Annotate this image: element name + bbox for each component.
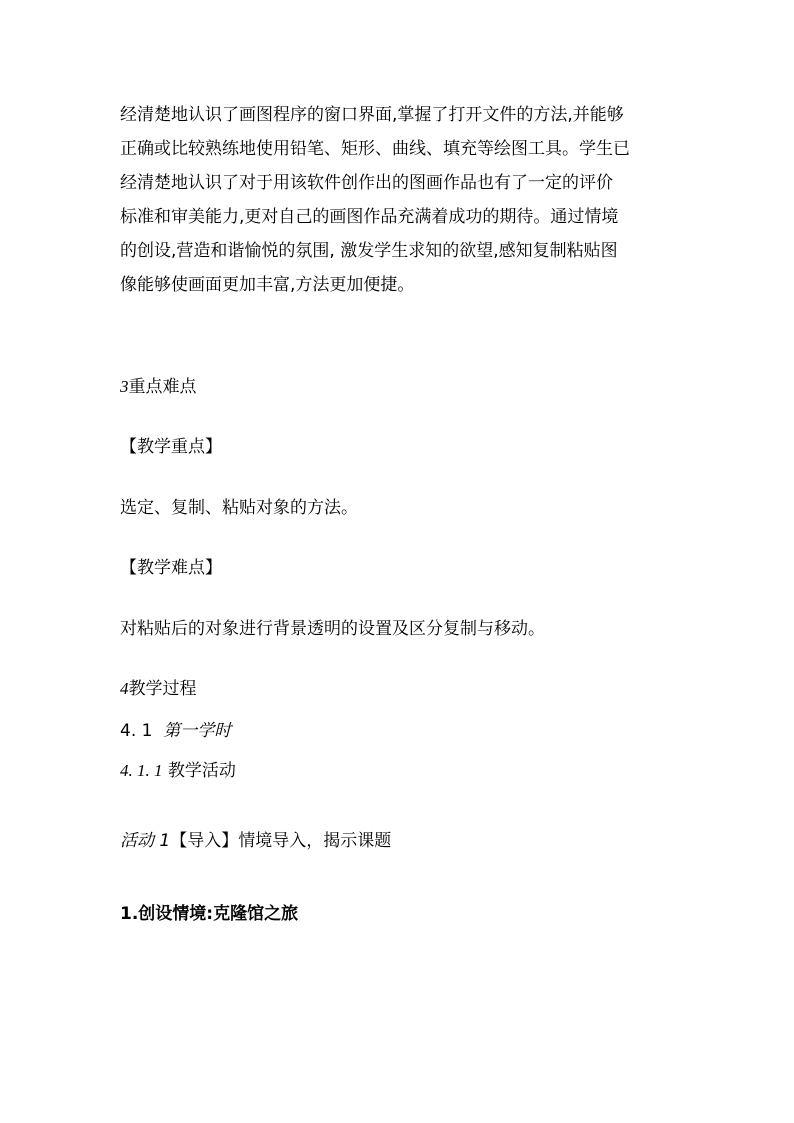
section-3-number: 3 [120,377,129,396]
section-4-1-number: 4. 1 [120,721,153,741]
item-1-heading: 1.创设情境:克隆馆之旅 [120,904,299,924]
section-4-number: 4 [120,679,129,698]
activity-1-title: 情境导入，揭示课题 [238,831,392,851]
section-4-1-title: 第一学时 [163,721,232,741]
intro-line-5: 的创设,营造和谐愉悦的氛围, 激发学生求知的欲望,感知复制粘贴图 [120,241,618,261]
difficulty-text: 对粘贴后的对象进行背景透明的设置及区分复制与移动。 [120,619,545,639]
difficulty-heading: 【教学难点】 [120,558,222,578]
key-point-heading: 【教学重点】 [120,437,222,457]
intro-line-3: 经清楚地认识了对于用该软件创作出的图画作品也有了一定的评价 [120,173,613,193]
activity-1-heading [120,829,391,853]
section-3-title: 重点难点 [128,377,197,397]
key-point-text: 选定、复制、粘贴对象的方法。 [120,498,358,518]
intro-line-4: 标准和审美能力,更对自己的画图作品充满着成功的期待。通过情境 [120,207,619,227]
section-4-1-heading [120,719,231,743]
section-4-title: 教学过程 [128,679,197,699]
activity-1-tag: 【导入】 [170,831,239,851]
section-4-1-1-number: 4. 1. 1 [120,761,163,780]
intro-paragraph [120,98,680,302]
section-4-1-1-title: 教学活动 [167,761,236,781]
section-4-heading [120,677,197,701]
intro-line-1: 经清楚地认识了画图程序的窗口界面,掌握了打开文件的方法,并能够 [120,105,624,125]
intro-line-2: 正确或比较熟练地使用铅笔、矩形、曲线、填充等绘图工具。学生已 [120,139,630,159]
section-3-heading [120,375,197,399]
intro-line-6: 像能够使画面更加丰富,方法更加便捷。 [120,275,415,295]
activity-1-label: 活动 1 [120,831,171,851]
section-4-1-1-heading [120,759,236,783]
